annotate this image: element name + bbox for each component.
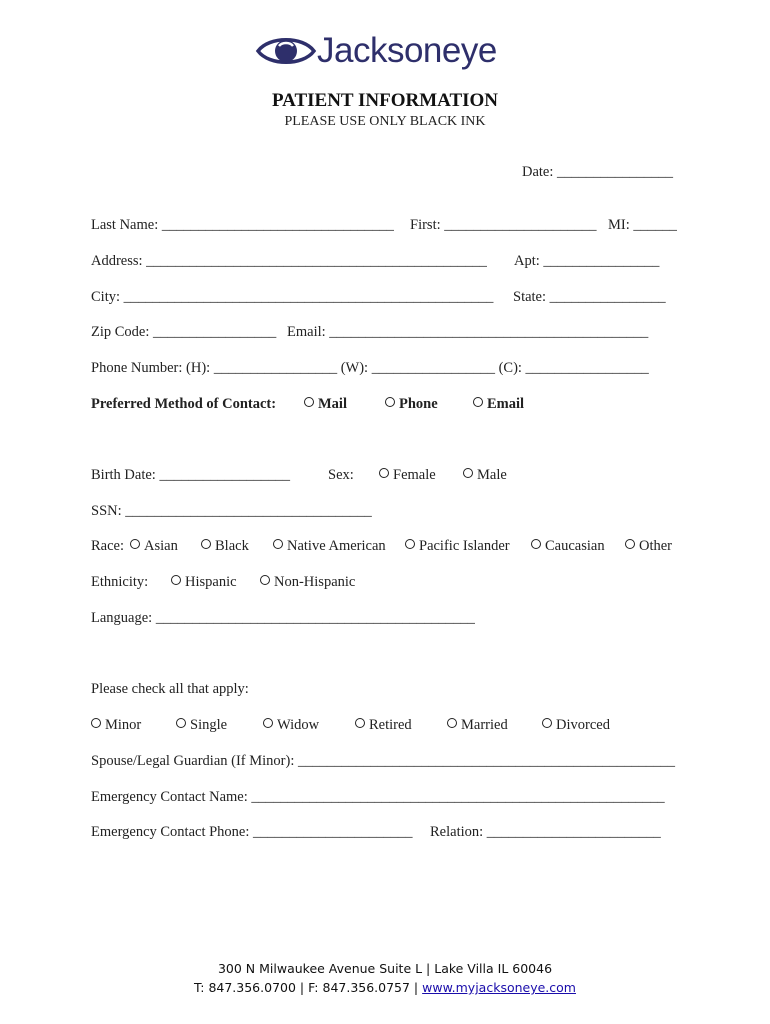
check-all-label: Please check all that apply: xyxy=(91,681,249,697)
spouse-guardian-field[interactable]: Spouse/Legal Guardian (If Minor): ____________________________________________________ xyxy=(91,753,675,769)
middle-initial-field[interactable]: MI: ______ xyxy=(608,217,677,233)
ethnicity-hispanic-radio[interactable]: Hispanic xyxy=(171,574,237,591)
radio-circle-icon xyxy=(201,539,211,549)
first-name-field[interactable]: First: _____________________ xyxy=(410,217,597,233)
radio-circle-icon xyxy=(260,575,270,585)
contact-email-radio[interactable]: Email xyxy=(473,396,524,413)
race-black-radio[interactable]: Black xyxy=(201,538,249,555)
radio-circle-icon xyxy=(625,539,635,549)
relation-field[interactable]: Relation: ________________________ xyxy=(430,824,661,840)
status-widow-radio[interactable]: Widow xyxy=(263,717,319,734)
emergency-contact-phone-field[interactable]: Emergency Contact Phone: ______________________ xyxy=(91,824,413,840)
radio-circle-icon xyxy=(171,575,181,585)
language-field[interactable]: Language: ____________________________________________ xyxy=(91,610,475,626)
footer-address: 300 N Milwaukee Avenue Suite L | Lake Villa IL 60046 xyxy=(217,961,553,976)
emergency-contact-name-field[interactable]: Emergency Contact Name: _________________________________________________________ xyxy=(91,789,665,805)
date-field[interactable]: Date: ________________ xyxy=(522,164,674,180)
radio-circle-icon xyxy=(531,539,541,549)
website-link[interactable]: www.myjacksoneye.com xyxy=(422,980,576,995)
apt-field[interactable]: Apt: ________________ xyxy=(514,253,660,269)
radio-circle-icon xyxy=(355,718,365,728)
race-asian-radio[interactable]: Asian xyxy=(130,538,178,555)
page-title: PATIENT INFORMATION xyxy=(271,90,499,111)
eye-icon xyxy=(255,30,317,72)
ethnicity-non-hispanic-radio[interactable]: Non-Hispanic xyxy=(260,574,355,591)
last-name-field[interactable]: Last Name: ________________________________ xyxy=(91,217,394,233)
radio-circle-icon xyxy=(263,718,273,728)
contact-mail-radio[interactable]: Mail xyxy=(304,396,347,413)
zip-code-field[interactable]: Zip Code: _________________ xyxy=(91,324,277,340)
race-caucasian-radio[interactable]: Caucasian xyxy=(531,538,605,555)
status-single-radio[interactable]: Single xyxy=(176,717,227,734)
birth-date-field[interactable]: Birth Date: __________________ xyxy=(91,467,290,483)
sex-male-radio[interactable]: Male xyxy=(463,467,507,484)
state-field[interactable]: State: ________________ xyxy=(513,289,666,305)
ethnicity-label: Ethnicity: xyxy=(91,574,149,590)
race-pacific-islander-radio[interactable]: Pacific Islander xyxy=(405,538,510,555)
page-subtitle: PLEASE USE ONLY BLACK INK xyxy=(284,114,486,129)
radio-circle-icon xyxy=(385,397,395,407)
race-label: Race: xyxy=(91,538,125,554)
status-minor-radio[interactable]: Minor xyxy=(91,717,141,734)
email-field[interactable]: Email: ____________________________________________ xyxy=(287,324,649,340)
radio-circle-icon xyxy=(130,539,140,549)
footer-contact xyxy=(0,980,770,995)
status-divorced-radio[interactable]: Divorced xyxy=(542,717,610,734)
radio-circle-icon xyxy=(379,468,389,478)
radio-circle-icon xyxy=(473,397,483,407)
radio-circle-icon xyxy=(91,718,101,728)
ssn-field[interactable]: SSN: __________________________________ xyxy=(91,503,372,519)
contact-phone-radio[interactable]: Phone xyxy=(385,396,438,413)
radio-circle-icon xyxy=(542,718,552,728)
sex-female-radio[interactable]: Female xyxy=(379,467,436,484)
race-native-american-radio[interactable]: Native American xyxy=(273,538,386,555)
radio-circle-icon xyxy=(304,397,314,407)
radio-circle-icon xyxy=(273,539,283,549)
footer-phones: T: 847.356.0700 | F: 847.356.0757 | xyxy=(194,980,423,995)
status-married-radio[interactable]: Married xyxy=(447,717,508,734)
sex-label: Sex: xyxy=(328,467,354,483)
radio-circle-icon xyxy=(405,539,415,549)
preferred-contact-label: Preferred Method of Contact: xyxy=(91,396,277,412)
radio-circle-icon xyxy=(463,468,473,478)
phone-number-field[interactable]: Phone Number: (H): _________________ (W): _________________ (C): _________________ xyxy=(91,360,649,376)
address-field[interactable]: Address: _______________________________________________ xyxy=(91,253,487,269)
radio-circle-icon xyxy=(447,718,457,728)
logo-text: Jacksoneye xyxy=(317,31,497,70)
radio-circle-icon xyxy=(176,718,186,728)
status-retired-radio[interactable]: Retired xyxy=(355,717,412,734)
city-field[interactable]: City: ___________________________________________________ xyxy=(91,289,494,305)
race-other-radio[interactable]: Other xyxy=(625,538,672,555)
